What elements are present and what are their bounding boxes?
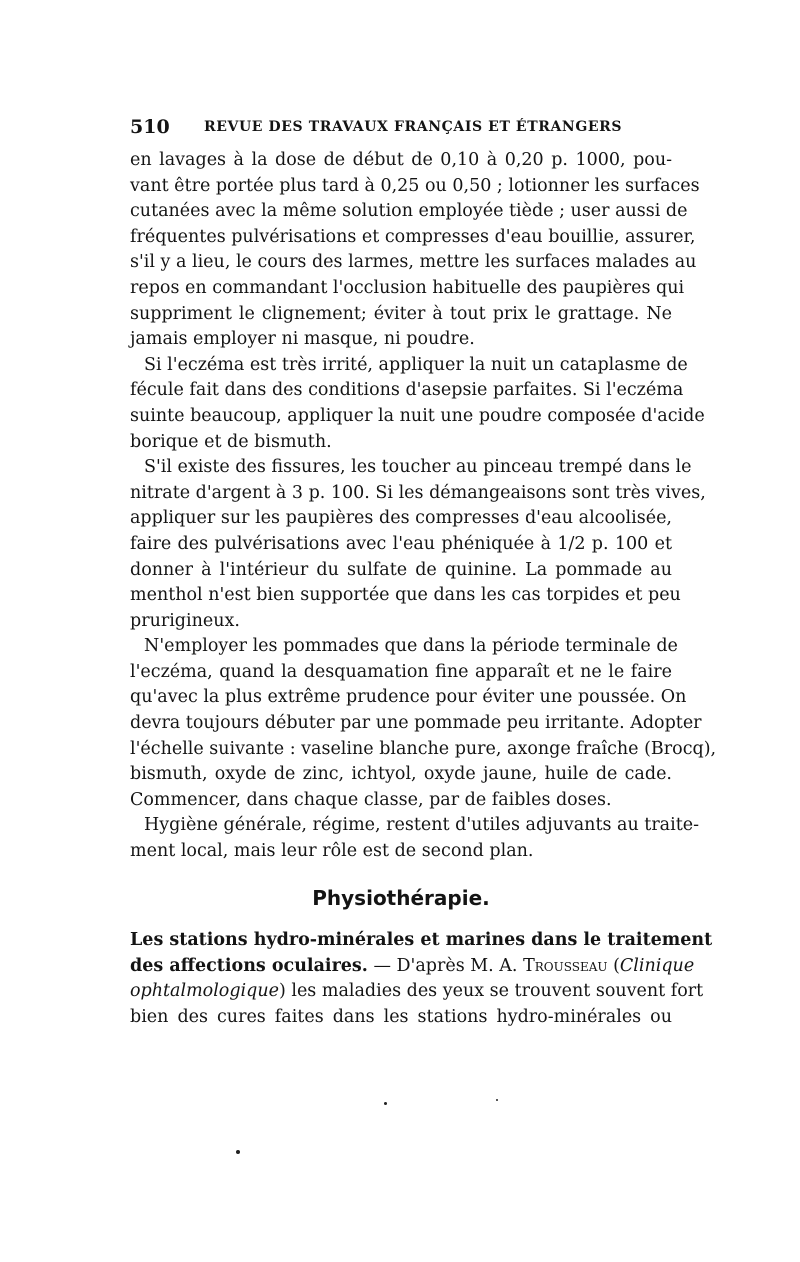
text-line: fécule fait dans des conditions d'asepsie parfaites. Si l'eczéma	[130, 380, 684, 401]
journal-name-cont: ophtalmologique	[130, 981, 279, 1002]
text-line: suinte beaucoup, appliquer la nuit une poudre composée d'acide	[130, 405, 705, 426]
text-line: appliquer sur les paupières des compresses d'eau alcoolisée,	[130, 508, 672, 529]
text-line: faire des pulvérisations avec l'eau phéniquée à 1/2 p. 100 et	[130, 533, 672, 554]
text-line: S'il existe des fissures, les toucher au pinceau trempé dans le	[144, 457, 692, 478]
text-line: devra toujours débuter par une pommade peu irritante. Adopter	[130, 713, 702, 734]
article-title: Les stations hydro-minérales et marines dans le traitement	[130, 930, 713, 950]
text-line: prurigineux.	[130, 610, 240, 631]
text-line: Hygiène générale, régime, restent d'utiles adjuvants au traite-	[144, 815, 700, 836]
paren-open: (	[607, 955, 620, 976]
body-text	[130, 148, 717, 865]
text-line: Commencer, dans chaque classe, par de faibles doses.	[130, 789, 612, 810]
text-line: qu'avec la plus extrême prudence pour éviter une poussée. On	[130, 687, 687, 708]
text-line	[130, 954, 695, 980]
text-line: l'échelle suivante : vaseline blanche pure, axonge fraîche (Brocq),	[130, 738, 717, 759]
text-line: en lavages à la dose de début de 0,10 à 0,20 p. 1000, pou-	[130, 150, 672, 170]
section-heading: Physiothérapie.	[312, 886, 490, 910]
text-line: menthol n'est bien supportée que dans les cas torpides et peu	[130, 585, 681, 606]
page-header	[130, 116, 672, 142]
ink-speck	[384, 1102, 387, 1105]
text-line: repos en commandant l'occlusion habituelle des paupières qui	[130, 277, 685, 298]
text-line: nitrate d'argent à 3 p. 100. Si les démangeaisons sont très vives,	[130, 482, 706, 503]
article-text	[130, 928, 713, 1030]
text-line: s'il y a lieu, le cours des larmes, mettre les surfaces malades au	[130, 252, 697, 273]
text-line: bien des cures faites dans les stations hydro-minérales ou	[130, 1006, 672, 1027]
journal-name: Clinique	[619, 955, 695, 976]
dash-text: — D'après M. A.	[367, 955, 524, 976]
text-line: borique et de bismuth.	[130, 431, 332, 452]
ink-speck	[496, 1099, 498, 1101]
text-line: fréquentes pulvérisations et compresses d'eau bouillie, assurer,	[130, 226, 696, 247]
ink-speck	[236, 1150, 240, 1154]
text-line: donner à l'intérieur du sulfate de quinine. La pommade au	[130, 559, 672, 580]
text-line: vant être portée plus tard à 0,25 ou 0,50 ; lotionner les surfaces	[130, 175, 700, 196]
text-line: jamais employer ni masque, ni poudre.	[130, 329, 475, 350]
text-run: ) les maladies des yeux se trouvent souvent fort	[278, 981, 704, 1002]
text-line: ment local, mais leur rôle est de second plan.	[130, 841, 534, 862]
running-head: REVUE DES TRAVAUX FRANÇAIS ET ÉTRANGERS	[204, 119, 623, 135]
text-line: N'employer les pommades que dans la période terminale de	[144, 636, 678, 657]
author-name: Trousseau	[523, 955, 608, 976]
text-line: cutanées avec la même solution employée tiède ; user aussi de	[130, 201, 688, 222]
article-title-cont: des affections oculaires.	[130, 955, 368, 976]
text-line: l'eczéma, quand la desquamation fine apparaît et ne le faire	[130, 661, 672, 682]
text-line	[130, 979, 704, 1005]
page-number: 510	[130, 116, 170, 138]
text-line: suppriment le clignement; éviter à tout prix le grattage. Ne	[130, 303, 672, 324]
text-line: bismuth, oxyde de zinc, ichtyol, oxyde jaune, huile de cade.	[130, 764, 672, 785]
text-line: Si l'eczéma est très irrité, appliquer la nuit un cataplasme de	[144, 354, 688, 375]
